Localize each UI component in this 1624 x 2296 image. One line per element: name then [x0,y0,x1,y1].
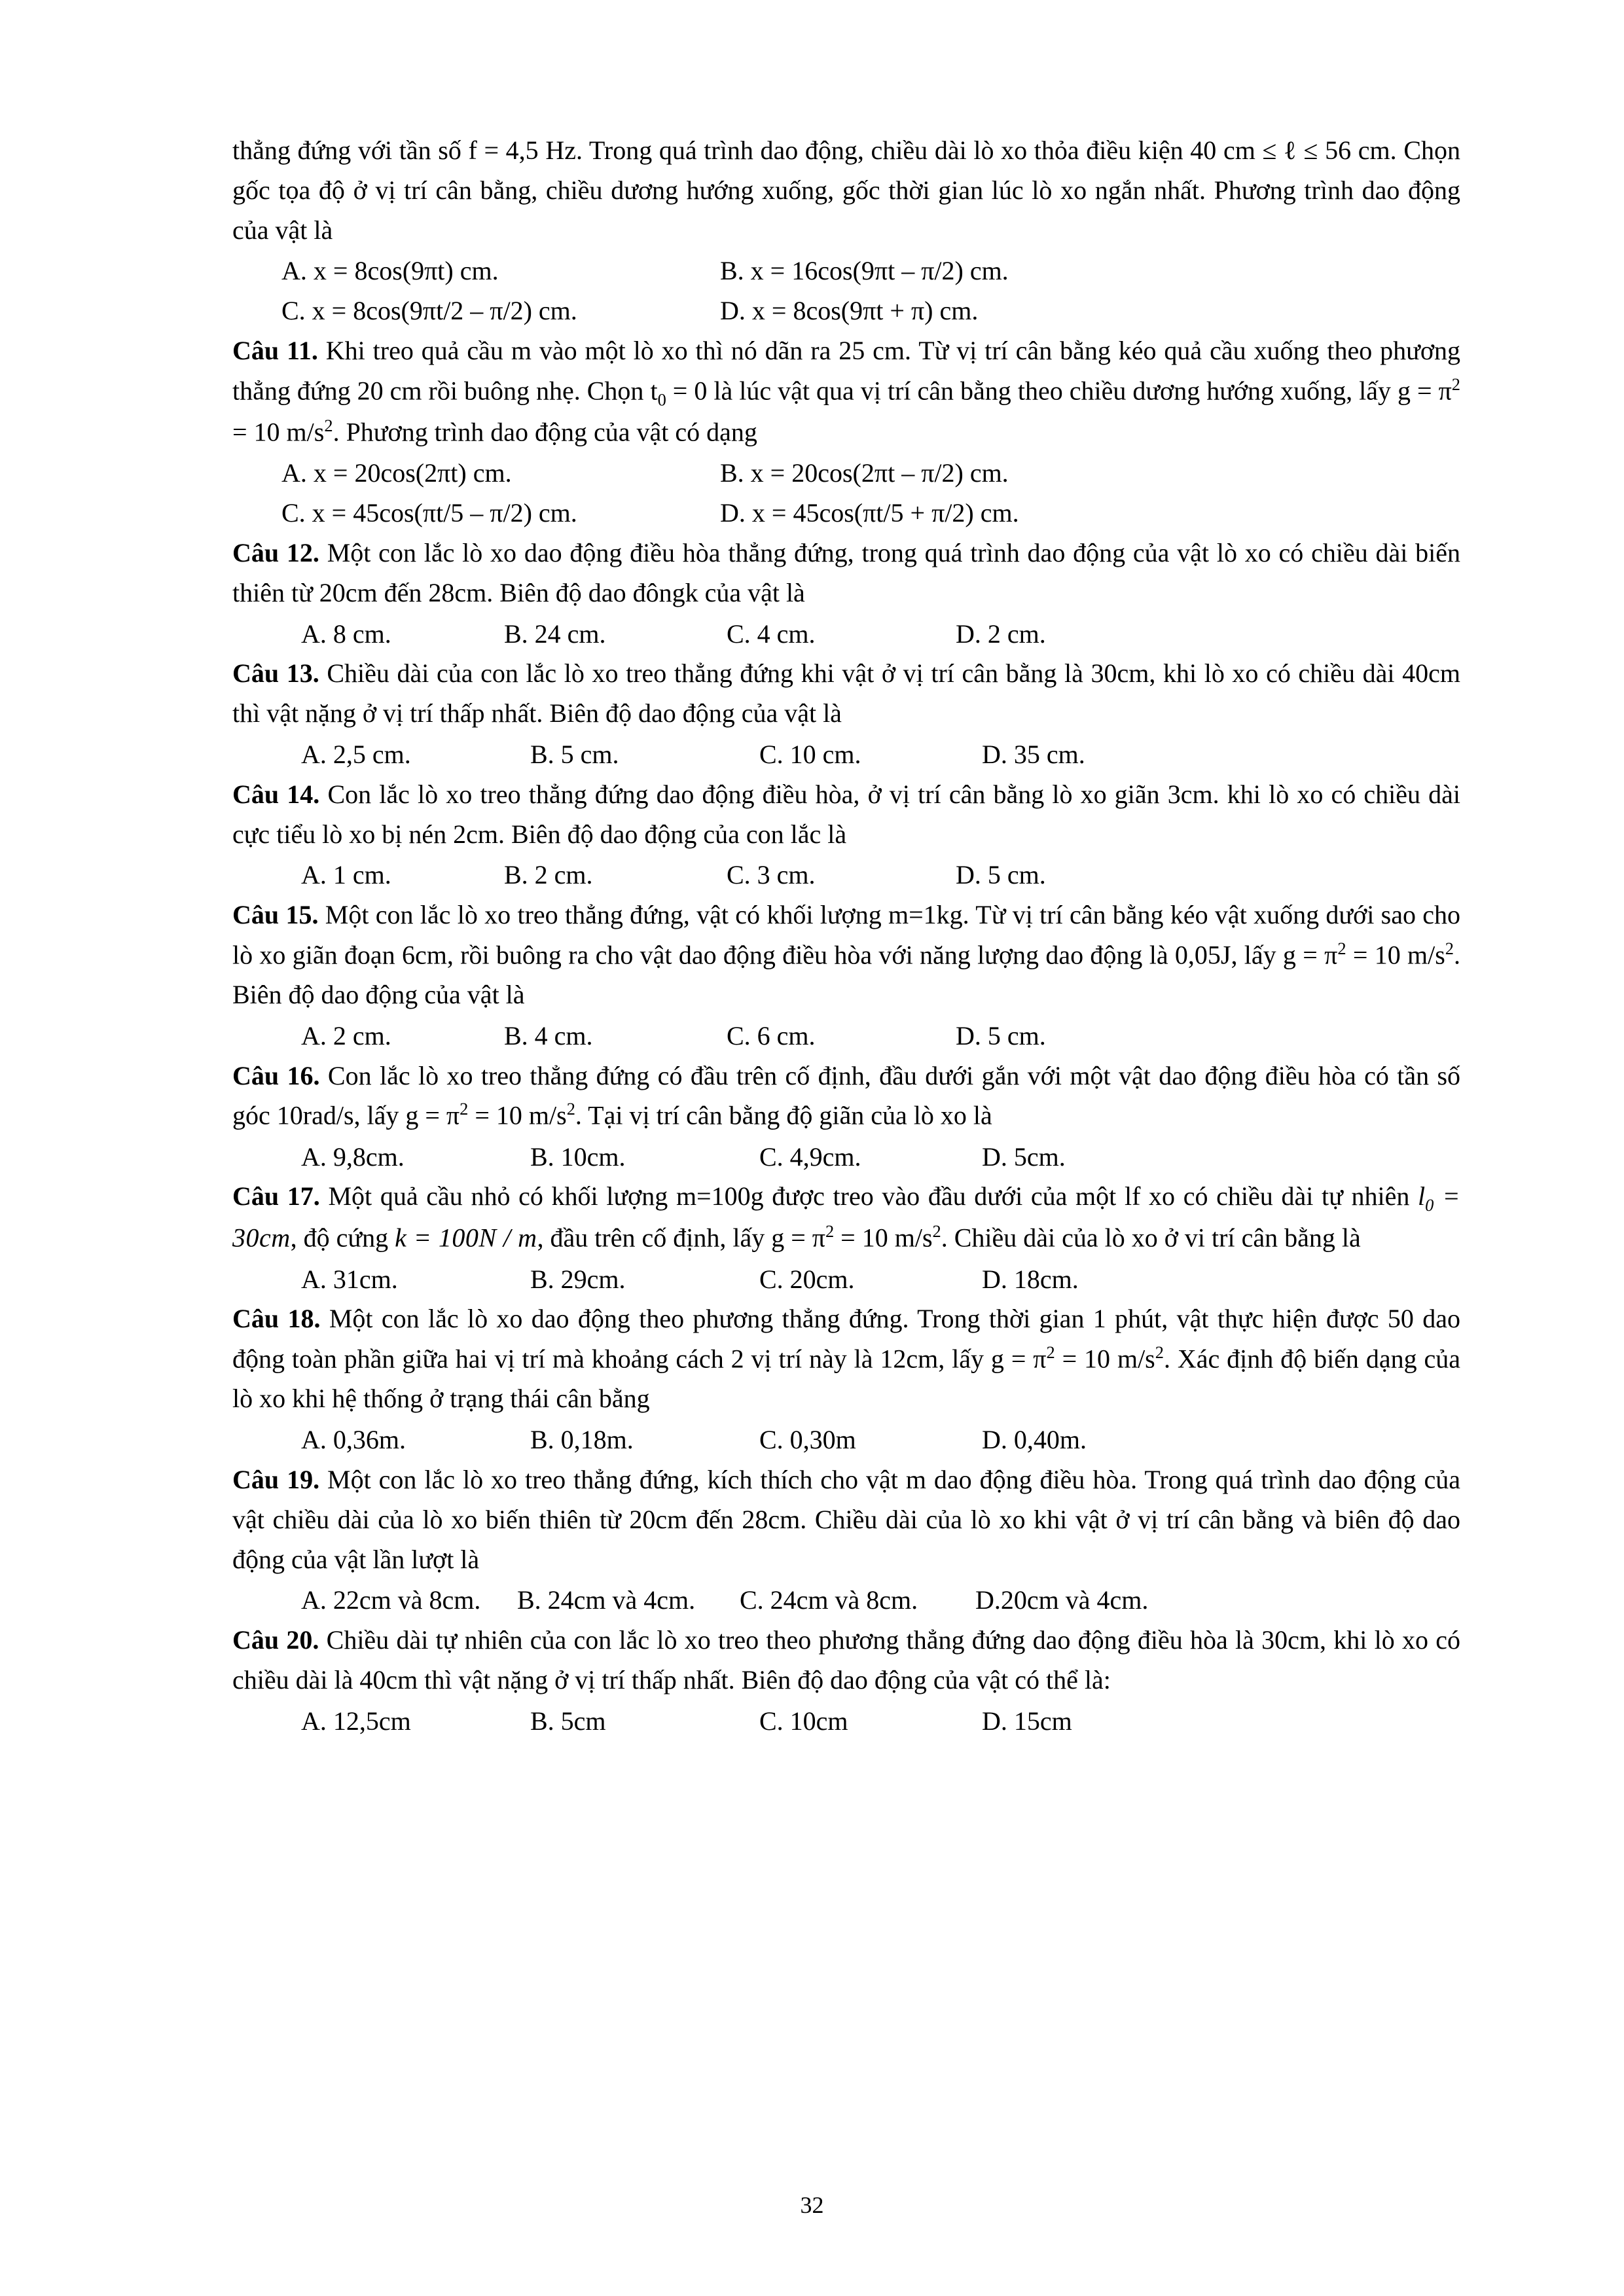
question-13-line-2: có chiều dài 40cm thì vật nặng ở vị trí thấp nhất. Biên độ dao động của vật là [232,658,1461,728]
question-16 [232,1056,1460,1136]
answer-option-a[interactable]: A. 1 cm. [301,860,391,890]
answer-option-d[interactable]: D. x = 8cos(9πt + π) cm. [720,296,979,326]
question-11-line-2-post: = 0 là lúc vật qua vị trí cân bằng [666,376,1011,406]
question-11-sup-2: 2 [324,416,333,436]
question-15-sup-2: 2 [1445,938,1454,958]
question-16-line-2-post: = 10 m/s [468,1100,567,1130]
answer-option-b[interactable]: B. 0,18m. [530,1425,634,1455]
question-20-line-1: Chiều dài tự nhiên của con lắc lò xo treo theo phương thẳng đứng dao động điều hòa là [326,1625,1254,1655]
question-14-label: Câu 14. [232,779,320,809]
answer-option-d[interactable]: D. x = 45cos(πt/5 + π/2) cm. [720,498,1019,528]
question-13-line-1: Chiều dài của con lắc lò xo treo thẳng đứng khi vật ở vị trí cân bằng là 30cm, khi lò xo [327,658,1259,689]
question-17-line-1: Một quả cầu nhỏ có khối lượng m=100g được treo vào đầu dưới của một lf xo có chiều [328,1181,1273,1211]
answer-option-c[interactable]: C. x = 45cos(πt/5 – π/2) cm. [281,498,577,528]
question-19 [232,1460,1460,1579]
question-11 [232,331,1460,452]
answer-option-c[interactable]: C. 6 cm. [727,1020,816,1050]
answer-option-c[interactable]: C. 0,30m [759,1425,856,1455]
question-11-line-3-end: . Phương trình dao động của vật có dạng [333,417,757,447]
answer-option-a[interactable]: A. 9,8cm. [301,1141,405,1172]
question-20 [232,1621,1460,1700]
answer-option-d[interactable]: D. 15cm [982,1706,1072,1736]
question-19-answers [232,1581,1460,1621]
question-11-line-2-pre: xuống theo phương thẳng đứng 20 cm rồi buông nhẹ. Chọn t [232,335,1461,406]
question-17-math-l-rest: = 30cm [232,1181,1460,1253]
answer-option-a[interactable]: A. 12,5cm [301,1706,411,1736]
question-18-line-1: Một con lắc lò xo dao động theo phương thẳng đứng. Trong thời gian 1 phút, vật thực [329,1304,1264,1334]
answer-option-b[interactable]: B. 5cm [530,1706,606,1736]
question-17-sup-1: 2 [825,1221,835,1242]
answer-option-d[interactable]: D. 0,40m. [982,1425,1087,1455]
question-17-line-2-end: . Chiều dài [941,1223,1056,1253]
answer-option-b[interactable]: B. 2 cm. [504,860,593,890]
question-17-math-l: l [1418,1181,1426,1211]
question-12-answers [232,615,1460,655]
question-16-line-2-pre: điều hòa có tần số góc 10rad/s, lấy g = π [232,1060,1461,1130]
question-13-answers [232,735,1460,775]
question-11-answers-row-1 [232,454,1460,493]
answer-option-c[interactable]: C. x = 8cos(9πt/2 – π/2) cm. [281,296,577,326]
answer-option-d[interactable]: D. 5 cm. [956,1020,1046,1050]
intro-answers-row-1 [232,251,1460,291]
answer-option-b[interactable]: B. 4 cm. [504,1020,593,1050]
question-20-line-3: thể là: [1046,1664,1111,1695]
intro-line-2: ≤ ℓ ≤ 56 cm. Chọn gốc tọa độ ở vị trí cân bằng, chiều dương hướng xuống, gốc thời gian lúc lò [232,135,1460,205]
answer-option-b[interactable]: B. x = 16cos(9πt – π/2) cm. [720,256,1009,286]
question-16-label: Câu 16. [232,1060,320,1090]
question-14-answers [232,855,1460,895]
question-20-label: Câu 20. [232,1625,319,1655]
intro-line-1: thẳng đứng với tần số f = 4,5 Hz. Trong quá trình dao động, chiều dài lò xo thỏa điều kiện 40 cm [232,135,1255,165]
question-11-answers-row-2 [232,493,1460,533]
question-17 [232,1177,1460,1258]
question-12-line-2: có chiều dài biến thiên từ 20cm đến 28cm. Biên độ dao đôngk của vật là [232,537,1461,607]
question-15-line-1: Một con lắc lò xo treo thẳng đứng, vật có khối lượng m=1kg. Từ vị trí cân bằng kéo vật [325,900,1247,930]
question-19-line-1: Một con lắc lò xo treo thẳng đứng, kích thích cho vật m dao động điều hòa. Trong quá [327,1464,1254,1494]
question-16-sup-2: 2 [566,1099,575,1119]
question-11-line-3-pre: theo chiều dương hướng xuống, lấy g = π [1017,376,1452,406]
intro-paragraph [232,131,1460,250]
question-19-line-3: vật ở vị trí cân bằng và biên độ dao động của vật lần lượt là [232,1504,1460,1574]
question-15-line-3-post: = 10 m/s [1346,940,1445,970]
question-14-line-1: Con lắc lò xo treo thẳng đứng dao động điều hòa, ở vị trí cân bằng lò xo giãn 3cm. khi [327,779,1261,809]
question-17-math-k: k = 100N / m [395,1223,537,1253]
answer-option-b[interactable]: B. 24 cm. [504,619,606,649]
question-12-label: Câu 12. [232,537,319,567]
page-footer [0,2191,1624,2219]
answer-option-d[interactable]: D. 2 cm. [956,619,1046,649]
question-18-line-2-pre: hiện được 50 dao động toàn phần giữa hai vị trí mà khoảng cách 2 vị trí này là 12cm, lấy g = π [232,1304,1460,1374]
question-15-line-3-pre: dao động là 0,05J, lấy g = π [1045,940,1338,970]
question-14 [232,775,1460,855]
answer-option-a[interactable]: A. 8 cm. [301,619,391,649]
answer-option-d[interactable]: D. 18cm. [982,1264,1079,1294]
answer-option-b[interactable]: B. x = 20cos(2πt – π/2) cm. [720,458,1009,488]
answer-option-d[interactable]: D. 5 cm. [956,860,1046,890]
question-15-answers [232,1016,1460,1056]
question-12-line-1: Một con lắc lò xo dao động điều hòa thẳng đứng, trong quá trình dao động của vật lò xo [327,537,1271,567]
question-18-line-3-post: . Xác định độ biến dạng của lò xo khi hệ thống ở trạng thái cân bằng [232,1344,1460,1414]
question-19-line-2: trình dao động của vật chiều dài của lò xo biến thiên từ 20cm đến 28cm. Chiều dài của lò xo khi [232,1464,1461,1534]
answer-option-c[interactable]: C. 4,9cm. [759,1141,861,1172]
question-17-line-2-mid: , độ cứng [290,1223,395,1253]
question-17-math-l-sub: 0 [1425,1195,1434,1215]
question-19-label: Câu 19. [232,1464,320,1494]
question-11-line-1: Khi treo quả cầu m vào một lò xo thì nó dãn ra 25 cm. Từ vị trí cân bằng kéo quả cầu [325,335,1246,365]
answer-option-a[interactable]: A. 0,36m. [301,1425,406,1455]
question-15-line-3-end: . Biên độ dao động của vật là [232,940,1460,1010]
answer-option-a[interactable]: A. 2 cm. [301,1020,391,1050]
answer-option-b[interactable]: B. 5 cm. [530,739,619,769]
intro-answers-row-2 [232,291,1460,331]
question-14-line-2: lò xo có chiều dài cực tiểu lò xo bị nén 2cm. Biên độ dao động của con lắc là [232,779,1461,849]
question-15 [232,895,1460,1015]
answer-option-c[interactable]: C. 10 cm. [759,739,861,769]
question-11-sup-1: 2 [1451,374,1460,394]
question-17-answers [232,1260,1460,1300]
answer-option-d[interactable]: D. 5cm. [982,1141,1066,1172]
question-17-line-3: của lò xo ở vi trí cân bằng là [1062,1223,1361,1253]
question-20-answers [232,1702,1460,1742]
question-18 [232,1299,1460,1419]
question-17-line-2-post: = 10 m/s [834,1223,933,1253]
question-11-subscript: 0 [657,389,666,410]
question-16-answers [232,1138,1460,1177]
answer-option-c[interactable]: C. 24cm và 8cm. [740,1585,918,1615]
question-15-label: Câu 15. [232,900,319,930]
question-15-sup-1: 2 [1337,938,1346,958]
question-18-sup-2: 2 [1155,1342,1164,1363]
question-16-sup-1: 2 [460,1099,469,1119]
answer-option-d[interactable]: D. 35 cm. [982,739,1085,769]
answer-option-a[interactable]: A. x = 8cos(9πt) cm. [281,256,499,286]
answer-option-a[interactable]: A. 31cm. [301,1264,398,1294]
question-13-label: Câu 13. [232,658,319,689]
question-18-sup-1: 2 [1046,1342,1055,1363]
answer-option-c[interactable]: C. 10cm [759,1706,848,1736]
question-18-label: Câu 18. [232,1304,321,1334]
answer-option-b[interactable]: B. 10cm. [530,1141,626,1172]
page-body [232,131,1460,1742]
answer-option-a[interactable]: A. 22cm và 8cm. [301,1585,481,1615]
question-16-line-2-end: . Tại vị trí cân bằng độ giãn của lò xo là [575,1100,992,1130]
question-17-label: Câu 17. [232,1181,320,1211]
question-17-line-2-mid-2: , đầu trên cố định, lấy g = π [537,1223,825,1253]
question-12 [232,533,1460,613]
question-15-line-2: xuống dưới sao cho lò xo giãn đoạn 6cm, rồi buông ra cho vật dao động điều hòa với năng lượng [232,900,1461,970]
answer-option-c[interactable]: C. 4 cm. [727,619,816,649]
answer-option-d[interactable]: D.20cm và 4cm. [975,1585,1149,1615]
page-number: 32 [800,2192,824,2218]
question-20-line-2: 30cm, khi lò xo có chiều dài là 40cm thì vật nặng ở vị trí thấp nhất. Biên độ dao động của vật có [232,1625,1460,1695]
question-16-line-1: Con lắc lò xo treo thẳng đứng có đầu trên cố định, đầu dưới gắn với một vật dao động [327,1060,1257,1090]
answer-option-b[interactable]: B. 29cm. [530,1264,626,1294]
answer-option-c[interactable]: C. 20cm. [759,1264,855,1294]
question-13 [232,654,1460,734]
question-17-sup-2: 2 [932,1221,941,1242]
question-18-line-3-pre: = 10 m/s [1062,1344,1155,1374]
question-17-line-2-pre: dài tự nhiên [1281,1181,1418,1211]
answer-option-b[interactable]: B. 24cm và 4cm. [517,1585,696,1615]
intro-line-3: xo ngắn nhất. Phương trình dao động của vật là [232,175,1460,245]
answer-option-a[interactable]: A. 2,5 cm. [301,739,411,769]
answer-option-a[interactable]: A. x = 20cos(2πt) cm. [281,458,512,488]
question-11-line-3-post: = 10 m/s [232,417,325,447]
question-18-answers [232,1420,1460,1460]
question-11-label: Câu 11. [232,335,318,365]
answer-option-c[interactable]: C. 3 cm. [727,860,816,890]
